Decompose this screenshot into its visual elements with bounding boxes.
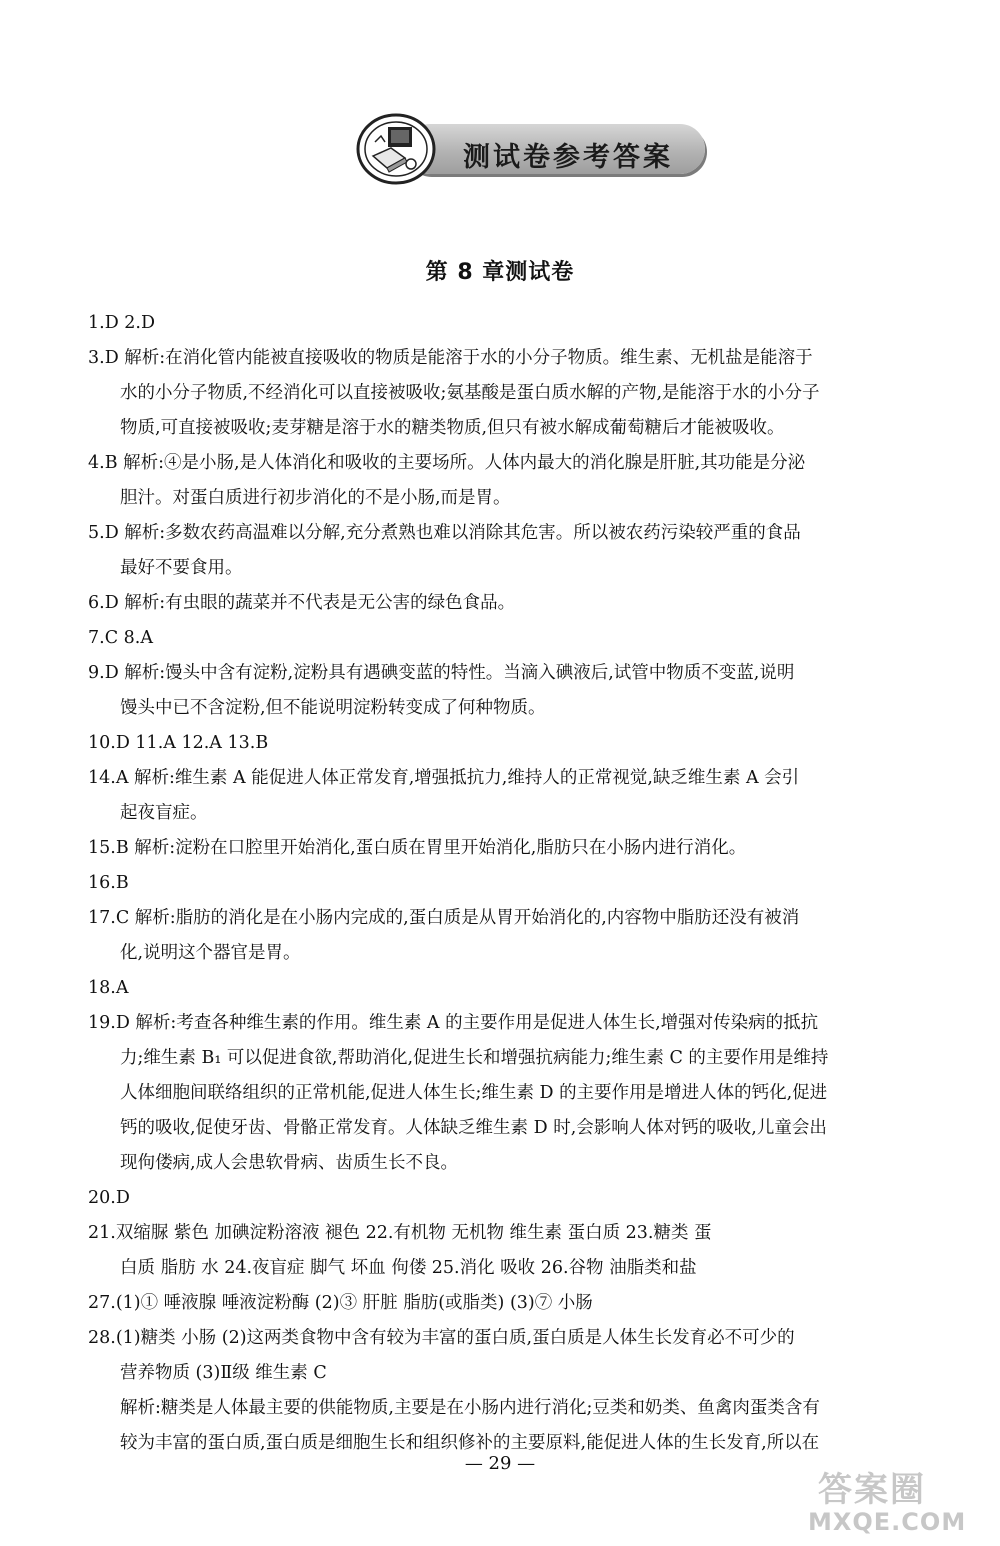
answer-continuation: 水的小分子物质,不经消化可以直接被吸收;氨基酸是蛋白质水解的产物,是能溶于水的小分子 [120,383,820,403]
chapter-title: 第 8 章测试卷 [425,260,575,285]
answer-continuation: 解析:糖类是人体最主要的供能物质,主要是在小肠内进行消化;豆类和奶类、鱼禽肉蛋类含有 [120,1398,820,1418]
answer-continuation: 较为丰富的蛋白质,蛋白质是细胞生长和组织修补的主要原料,能促进人体的生长发育,所以在 [120,1433,820,1453]
answer-continuation: 力;维生素 B₁ 可以促进食欲,帮助消化,促进生长和增强抗病能力;维生素 C 的主要作用是维持 [120,1048,829,1068]
answer-item: 4.B 解析:④是小肠,是人体消化和吸收的主要场所。人体内最大的消化腺是肝脏,其功能是分泌 [88,453,806,473]
banner-title: 测试卷参考答案 [463,142,673,173]
answer-continuation: 营养物质 (3)Ⅱ级 维生素 C [120,1363,327,1383]
answer-continuation: 馒头中已不含淀粉,但不能说明淀粉转变成了何种物质。 [120,698,546,718]
answer-item: 5.D 解析:多数农药高温难以分解,充分煮熟也难以消除其危害。所以被农药污染较严重的食品 [88,523,801,543]
answer-item: 20.D [88,1188,130,1208]
book-computer-icon [355,112,437,186]
page-number: — 29 — [464,1453,536,1474]
answer-continuation: 人体细胞间联络组织的正常机能,促进人体生长;维生素 D 的主要作用是增进人体的钙化,促进 [120,1083,828,1103]
answer-continuation: 钙的吸收,促使牙齿、骨骼正常发育。人体缺乏维生素 D 时,会影响人体对钙的吸收,儿童会出 [120,1118,827,1138]
answer-continuation: 化,说明这个器官是胃。 [120,943,301,963]
answer-continuation: 最好不要食用。 [120,558,243,578]
section-banner [355,112,713,186]
answer-item: 17.C 解析:脂肪的消化是在小肠内完成的,蛋白质是从胃开始消化的,内容物中脂肪还没有被消 [88,908,800,928]
answer-item: 6.D 解析:有虫眼的蔬菜并不代表是无公害的绿色食品。 [88,593,516,613]
answer-item: 10.D 11.A 12.A 13.B [88,733,269,753]
answer-item: 9.D 解析:馒头中含有淀粉,淀粉具有遇碘变蓝的特性。当滴入碘液后,试管中物质不变蓝,说明 [88,663,795,683]
answer-list [88,306,988,1461]
answer-item: 3.D 解析:在消化管内能被直接吸收的物质是能溶于水的小分子物质。维生素、无机盐是能溶于 [88,348,813,368]
answer-item: 7.C 8.A [88,628,153,648]
answer-continuation: 现佝偻病,成人会患软骨病、齿质生长不良。 [120,1153,459,1173]
answer-continuation: 胆汁。对蛋白质进行初步消化的不是小肠,而是胃。 [120,488,511,508]
watermark-logo: 答案圈 [818,1470,926,1510]
answer-item: 27.(1)① 唾液腺 唾液淀粉酶 (2)③ 肝脏 脂肪(或脂类) (3)⑦ 小肠 [88,1293,593,1313]
watermark [800,1462,990,1542]
answer-continuation: 起夜盲症。 [120,803,208,823]
answer-item: 19.D 解析:考查各种维生素的作用。维生素 A 的主要作用是促进人体生长,增强对传染病的抵抗 [88,1013,819,1033]
watermark-site: MXQE.COM [808,1508,967,1536]
answer-item: 16.B [88,873,129,893]
answer-item: 28.(1)糖类 小肠 (2)这两类食物中含有较为丰富的蛋白质,蛋白质是人体生长发育必不可少的 [88,1328,795,1348]
answer-item: 21.双缩脲 紫色 加碘淀粉溶液 褪色 22.有机物 无机物 维生素 蛋白质 23.糖类 蛋 [88,1223,712,1243]
answer-continuation: 物质,可直接被吸收;麦芽糖是溶于水的糖类物质,但只有被水解成葡萄糖后才能被吸收。 [120,418,785,438]
answer-item: 15.B 解析:淀粉在口腔里开始消化,蛋白质在胃里开始消化,脂肪只在小肠内进行消化。 [88,838,747,858]
answer-item: 18.A [88,978,129,998]
answer-item: 14.A 解析:维生素 A 能促进人体正常发育,增强抵抗力,维持人的正常视觉,缺乏维生素 A 会引 [88,768,800,788]
answer-item: 1.D 2.D [88,313,156,333]
answer-continuation: 白质 脂肪 水 24.夜盲症 脚气 坏血 佝偻 25.消化 吸收 26.谷物 油脂类和盐 [120,1258,697,1278]
